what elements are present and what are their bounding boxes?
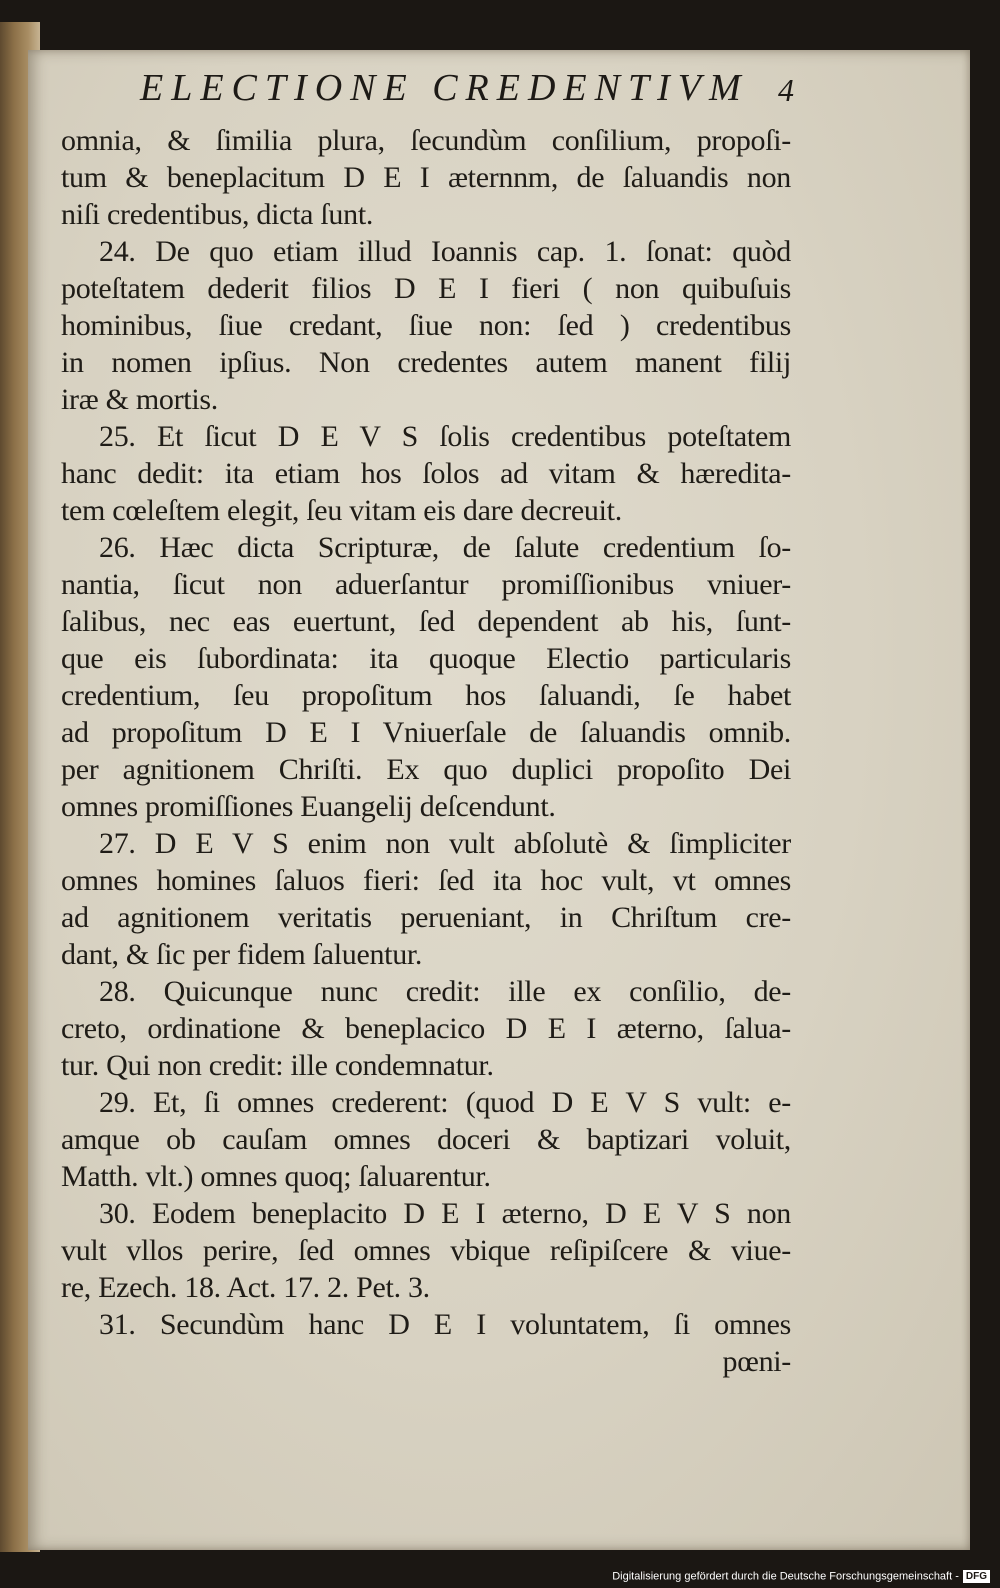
text-line: 31. Secundùm hanc D E I voluntatem, ſi omnes	[99, 1308, 791, 1341]
book-page	[28, 50, 970, 1550]
text-line: in nomen ipſius. Non credentes autem manent filij	[61, 346, 791, 379]
text-line: poteſtatem dederit filios D E I fieri ( non quibuſuis	[61, 272, 791, 305]
text-line: amque ob cauſam omnes doceri & baptizari voluit,	[61, 1123, 791, 1156]
catchword: pœni-	[722, 1345, 791, 1378]
text-line: ad propoſitum D E I Vniuerſale de ſaluandis omnib.	[61, 716, 791, 749]
body-text	[61, 122, 791, 1380]
text-line: per agnitionem Chriſti. Ex quo duplici propoſito Dei	[61, 753, 791, 786]
text-line: 26. Hæc dicta Scripturæ, de ſalute credentium ſo-	[99, 531, 791, 564]
text-line: niſi credentibus, dicta ſunt.	[61, 198, 374, 231]
text-line: iræ & mortis.	[61, 383, 218, 416]
text-line: nantia, ſicut non aduerſantur promiſſionibus vniuer-	[61, 568, 791, 601]
text-line: ad agnitionem veritatis perueniant, in Chriſtum cre-	[61, 901, 791, 934]
text-line: re, Ezech. 18. Act. 17. 2. Pet. 3.	[61, 1271, 430, 1304]
text-line: tur. Qui non credit: ille condemnatur.	[61, 1049, 494, 1082]
text-line: hanc dedit: ita etiam hos ſolos ad vitam & hæredita-	[61, 457, 791, 490]
page-number: 4	[778, 72, 794, 108]
text-line: vult vllos perire, ſed omnes vbique reſipiſcere & viue-	[61, 1234, 791, 1267]
text-line: creto, ordinatione & beneplacico D E I æterno, ſalua-	[61, 1012, 791, 1045]
text-line: 25. Et ſicut D E V S ſolis credentibus poteſtatem	[99, 420, 791, 453]
text-line: 28. Quicunque nunc credit: ille ex conſilio, de-	[99, 975, 791, 1008]
running-title: ELECTIONE CREDENTIVM	[140, 67, 749, 109]
text-line: 24. De quo etiam illud Ioannis cap. 1. ſonat: quòd	[99, 235, 791, 268]
text-line: dant, & ſic per fidem ſaluentur.	[61, 938, 423, 971]
text-line: 27. D E V S enim non vult abſolutè & ſimpliciter	[99, 827, 791, 860]
text-line: 30. Eodem beneplacito D E I æterno, D E V S non	[99, 1197, 791, 1230]
text-line: Matth. vlt.) omnes quoq; ſaluarentur.	[61, 1160, 491, 1193]
dfg-logo: DFG	[963, 1570, 990, 1583]
text-line: omnes promiſſiones Euangelij deſcendunt.	[61, 790, 556, 823]
text-line: tem cœleſtem elegit, ſeu vitam eis dare decreuit.	[61, 494, 622, 527]
text-line: que eis ſubordinata: ita quoque Electio particularis	[61, 642, 791, 675]
text-line: 29. Et, ſi omnes crederent: (quod D E V S vult: e-	[99, 1086, 791, 1119]
text-line: omnes homines ſaluos fieri: ſed ita hoc vult, vt omnes	[61, 864, 791, 897]
text-line: hominibus, ſiue credant, ſiue non: ſed ) credentibus	[61, 309, 791, 342]
text-line: credentium, ſeu propoſitum hos ſaluandi, ſe habet	[61, 679, 791, 712]
text-line: tum & beneplacitum D E I æternnm, de ſaluandis non	[61, 161, 791, 194]
text-line: ſalibus, nec eas euertunt, ſed dependent ab his, ſunt-	[61, 605, 791, 638]
text-line: omnia, & ſimilia plura, ſecundùm conſilium, propoſi-	[61, 124, 791, 157]
digitization-credit	[612, 1570, 990, 1583]
credit-text: Digitalisierung gefördert durch die Deutsche Forschungsgemeinschaft -	[612, 1570, 959, 1583]
